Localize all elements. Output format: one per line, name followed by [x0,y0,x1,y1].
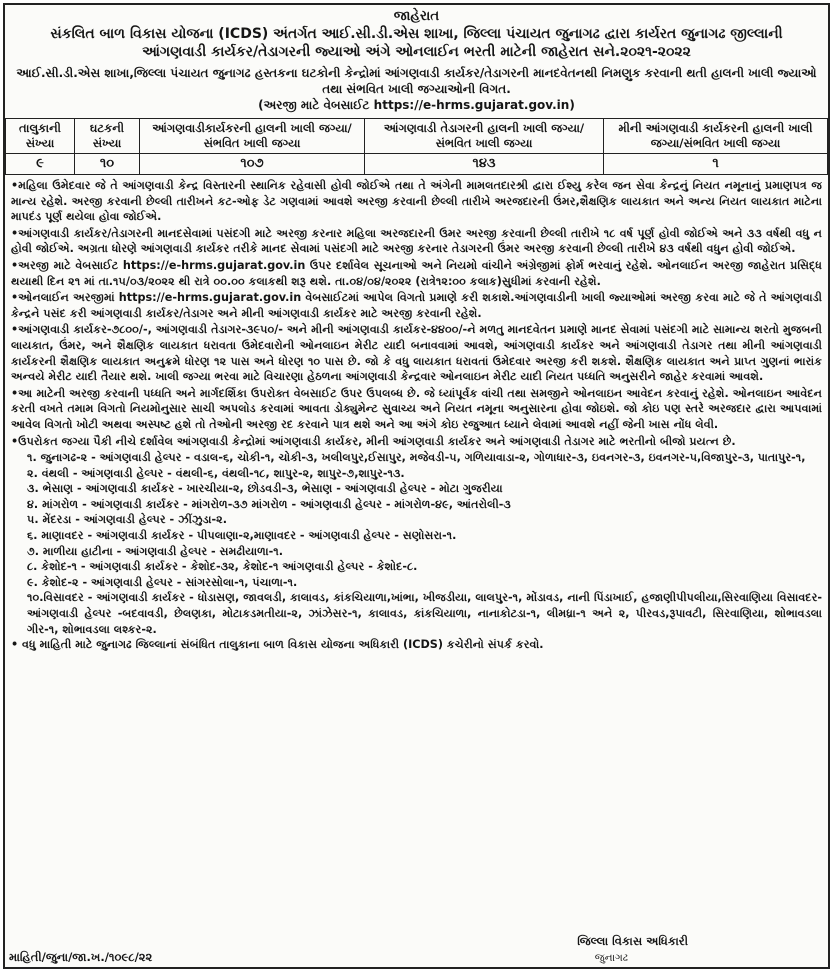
table-row [6,154,828,175]
para-website: •અરજી માટે વેબસાઈટ https://e-hrms.gujarat.gov.in ઉપર દર્શાવેલ સૂચનાઓ અને નિયમો વાંચીને અંગ્રેજીમાં ફોર્મ ભરવાનું રહેશે. ઓનલાઈન અરજી જાહેરાત પ્રસિદ્ધ થયાથી દિન ૨૧ માં તા.૧૫/૦૩/૨૦૨૨ થી રાત્રે ૦૦.૦૦ કલાકથી શરૂ થશે. તા.૦૪/૦૪/૨૦૨૨ (રાત્રે૧૨:૦૦ કલાક)સુધીમાં કરવાની રહેશે. [11,258,822,288]
col-header-helper-vacancy: આંગણવાડી તેડાગરની હાલની ખાલી જગ્યા/ સંભવિત ખાલી જગ્યા [365,119,604,154]
col-header-units: ઘટકની સંખ્યા [75,119,140,154]
table-header-row [6,119,828,154]
cell-helper-vacancy: ૧૪૩ [365,154,604,175]
list-item: ૮. કેશોદ-૧ - આંગણવાડી કાર્યકર - કેશોદ-૩૨, કેશોદ-૧ આંગણવાડી હેલ્પર - કેશોદ-૮. [27,560,418,574]
notice-title: જાહેરાત [393,8,440,24]
vacancy-table [5,118,828,175]
center-list [11,450,822,637]
col-header-worker-vacancy: આંગણવાડીકાર્યકરની હાલની ખાલી જગ્યા/સંભવિત ખાલી જગ્યા [140,119,365,154]
signature-title: જિલ્લા વિકાસ અધિકારી [577,934,688,948]
header [5,5,828,61]
para-contact: • વધુ માહિતી માટે જુનાગઢ જિલ્લાનાં સંબંધિત તાલુકાના બાળ વિકાસ યોજના અધિકારી (ICDS) કચેરીનો સંપર્ક કરવો. [11,638,544,652]
para-procedure: •આ માટેની અરજી કરવાની પધ્ધતિ અને માર્ગદર્શિકા ઉપરોક્ત વેબસાઈટ ઉપર ઉપલબ્ધ છે. જે ધ્યાંપૂર્વક વાંચી તથા સમજીને ઓનલાઇન આવેદન કરવાનું રહેશે. ઓનલાઇન આવેદન કરતી વખતે તમામ વિગતો નિયમોનુસાર સાચી અપલોડ કરવામાં આવતા ડોક્યુમેન્ટ સુવાચ્ય અને નિયત નમૂના અનુસારના હોવા જોઇશે. જો કોઇ પણ સ્તરે અરજદાર દ્વારા આપવામાં આવેલ વિગતો ખોટી અથવા અસ્પષ્ટ હશે તો તેઓની અરજી રદ કરવાને પાત્ર થશે અને આ અંગે કોઇ રજુઆત ધ્યાને લેવામાં આવશે નહીં જેની ખાસ નોંધ લેવી. [11,386,822,431]
para-honorarium: •આંગણવાડી કાર્યકર-૭૮૦૦/-, આંગણવાડી તેડાગર-૩૯૫૦/- અને મીની આંગણવાડી કાર્યકર-૪૪૦૦/-ને મળતુ માનદવેતન પ્રમાણે માનદ સેવામાં પસંદગી માટે સામાન્ય શરતો મુજબની લાયકાત, ઉંમર, અને શૈક્ષણિક લાયકાત ધરાવતા ઉમેદવારોની ઓનલાઇન મેરીટ યાદી બનાવવામાં આવશે, આંગણવાડી કાર્યકર અને આંગણવાડી તેડાગર તથા મીની આંગણવાડી કાર્યકરની શૈક્ષણિક લાયકાત અનુક્રમે ધોરણ ૧૨ પાસ અને ધોરણ ૧૦ પાસ છે. જો કે વધુ લાયકાત ધરાવતાં ઉમેદવાર અરજી કરી શકશે. શૈક્ષણિક લાયકાત અને પ્રાપ્ત ગુણનાં ભારાંક અન્વયે મેરીટ યાદી તૈયાર થશે. ખાલી જગ્યા ભરવા માટે વિચારણા હેઠળના આંગણવાડી કેન્દ્રવાર ઓનલાઇન મેરીટ યાદી નિયત પધ્ધતિ અનુસરીને જાહેર કરવામાં આવશે. [11,323,822,384]
headline-line-1: સંકલિત બાળ વિકાસ યોજના (ICDS) અંતર્ગત આઈ.સી.ડી.એસ શાખા, જિલ્લા પંચાયત જુનાગઢ દ્વારા કાર્યરત જુનાગઢ જીલ્લાની [50,26,783,42]
para-age: •આંગણવાડી કાર્યકર/તેડાગરની માનદસેવામાં પસંદગી માટે અરજી કરનાર મહિલા અરજદારની ઉમર અરજી કરવાની છેલ્લી તારીખે ૧૮ વર્ષ પૂર્ણ હોવી જોઈએ અને ૩૩ વર્ષથી વધુ ન હોવી જોઈએ. અગ્રતા ધોરણે આંગણવાડી કાર્યકર તરીકે માનદ સેવામાં પસંદગી માટે અરજી કરનાર તેડાગરની ઉંમર અરજી કરવાની છેલ્લી તારીખે ૪૩ વર્ષથી વધુન હોવી જોઈએ. [11,226,822,256]
cell-mini-worker-vacancy: ૧ [604,154,828,175]
col-header-talukas: તાલુકાની સંખ્યા [6,119,75,154]
headline-line-2: આંગણવાડી કાર્યકર/તેડાગરની જ્યાઓ અંગે ઓનલાઈન ભરતી માટેની જાહેરાત સને.૨૦૨૧-૨૦૨૨ [142,44,691,60]
subheading: આઈ.સી.ડી.એસ શાખા,જિલ્લા પંચાયત જુનાગઢ હસ્તકના ઘટકોની કેન્દ્રોમાં આંગણવાડી કાર્યકર/તેડાગરની માનદવેતનથી નિમણુક કરવાની થતી હાલની ખાલી જ્યાઓ તથા સંભવિત ખાલી જગ્યાઓની વિગત. [16,66,817,96]
list-item: ૭. માળીયા હાટીના - આંગણવાડી હેલ્પર - સમઢીયાળા-૧. [27,544,284,558]
list-item: ૨. વંથલી - આંગણવાડી હેલ્પર - વંથલી-૬, વંથલી-૧૮, શાપુર-૨, શાપુર-૭,શાપુર-૧૩. [27,466,405,480]
advertisement-page [3,3,830,969]
website-line: (અરજી માટે વેબસાઈટ https://e-hrms.gujarat.gov.in) [258,98,575,112]
signature-place: જુનાગઢ [594,952,628,964]
para-residency: •મહિલા ઉમેદવાર જે તે આંગણવાડી કેન્દ્ર વિસ્તારની સ્થાનિક રહેવાસી હોવી જોઈએ તથા તે અંગેની મામલતદારશ્રી દ્વારા ઈશ્યુ કરેલ જન સેવા કેન્દ્રનું નિયત નમૂનાનું પ્રમાણપત્ર જ માન્ય રહેશે. અરજી કરવાની છેલ્લી તારીખને કટ-ઓફ ડેટ ગણવામાં આવશે અરજી કરવાની છેલ્લી તારીખે અરજદારની ઉંમર,શૈક્ષણિક લાયકાત અને અન્ય નિયત લાયકાત માટેના માપદંડ પૂર્ણ થયેલા હોવા જોઈએ. [11,179,822,224]
list-item: ૬. માણાવદર - આંગણવાડી કાર્યકર - પીપલાણા-૨,માણાવદર - આંગણવાડી હેલ્પર - સણોસરા-૧. [27,529,457,543]
reference-number: માહિતી/જુના/જા.ખ./૧૦૯૮/૨૨ [9,950,153,964]
list-item: ૫. મેંદરડા - આંગણવાડી હેલ્પર - ઝીંઝુડા-૨. [27,513,227,527]
list-item: ૯. કેશોદ-૨ - આંગણવાડી હેલ્પર - સાંગરસોલા-૧, પંચાળા-૧. [27,575,298,589]
list-item: ૧. જુનાગઢ-૨ - આંગણવાડી હેલ્પર - વડાલ-૬, ચોકી-૧, ચોકી-૩, ખલીલપુર,ઈસાપુર, મજેવડી-૫, ગળિયાવાડા-૨, ગોળાધાર-૩, ઇવનગર-૩, ઇવનગર-૫,વિજાપુર-૩, પાતાપુર-૧, [27,451,806,465]
cell-talukas: ૯ [6,154,75,175]
notice-body [5,175,828,653]
cell-worker-vacancy: ૧૦૭ [140,154,365,175]
col-header-mini-worker-vacancy: મીની આંગણવાડી કાર્યકરની હાલની ખાલી જગ્યા/સંભવિત ખાલી જગ્યા [604,119,828,154]
para-second-attempt: •ઉપરોકત જગ્યા પૈકી નીચે દર્શાવેલ આંગણવાડી કેન્દ્રોમાં આંગણવાડી કાર્યકર, મીની આંગણવાડી કાર્યકર અને આંગણવાડી તેડાગર માટે ભરતીનો બીજો પ્રયત્ન છે. [11,434,736,448]
list-item: ૧૦.વિસાવદર - આંગણવાડી કાર્યકર - ધોડાસણ, જાવલડી, કાલાવડ, કાંકચિયાળા,ખાંભા, ખીજડીયા, લાલપુર-૧, મોંડાવડ, નાની પિંડાખાઈ, હજાણીપીપલીયા,સિરવાણિયા વિસાવદર- આંગણવાડી હેલ્પર -બદવાવડી, છેલણકા, મોટાકડમતીયા-૨, ઝાંઝેસર-૧, કાલાવડ, કાંકચિયાળા, નાનાકોટડા-૧, લીમધ્રા-૧ અને ૨, પીરવડ,રૂપાવટી, સિરવાણિયા, શોભાવડલા ગીર-૧, શોભાવડલા લશ્કર-૨. [27,591,822,636]
cell-units: ૧૦ [75,154,140,175]
list-item: ૩. ભેસાણ - આંગણવાડી કાર્યકર - ખારચીયા-૨, છોડવડી-૩, ભેસાણ - આંગણવાડી હેલ્પર - મોટા ગુજરીયા [27,482,503,496]
list-item: ૪. માંગરોળ - આંગણવાડી કાર્યકર - માંગરોળ-૩૭ માંગરોળ - આંગણવાડી હેલ્પર - માંગરોળ-૪૯, આંતરોલી-૩ [27,497,511,511]
para-online-application: •ઓનલાઈન અરજીમાં https://e-hrms.gujarat.gov.in વેબસાઈટમાં આપેલ વિગતો પ્રમાણે કરી શકાશે.આંગણવાડીની ખાલી જ્યાઓમાં અરજી કરવા માટે જે તે આંગણવાડી કેન્દ્રને પસંદ કરી આંગણવાડી કાર્યકર/તેડાગર અને મીની આંગણવાડી કાર્યકર માટે અરજી કરવાની રહેશે. [11,291,822,320]
